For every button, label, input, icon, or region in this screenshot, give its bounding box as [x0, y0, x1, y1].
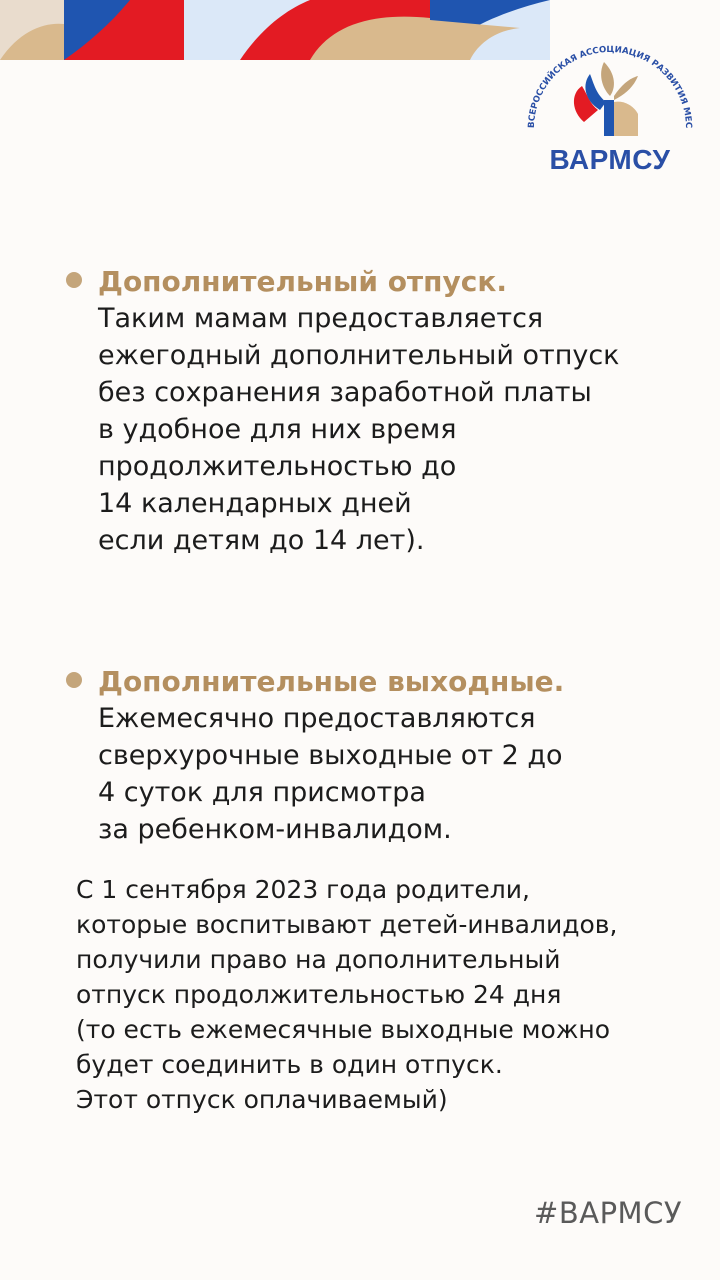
section-heading: Дополнительный отпуск. [98, 265, 507, 298]
bullet-dot [66, 272, 82, 288]
section-body: Таким мамам предоставляется ежегодный дополнительный отпуск без сохранения заработной платы в удобное для них время продолжительностью до 14 календарных дней если детям до 14 лет). [98, 303, 620, 556]
section-additional-leave [66, 264, 686, 559]
varmsu-logo [512, 40, 708, 180]
logo-arc-text: ВСЕРОССИЙСКАЯ АССОЦИАЦИЯ РАЗВИТИЯ МЕС [526, 44, 694, 129]
section-heading: Дополнительные выходные. [98, 665, 565, 698]
logo-emblem [512, 40, 708, 144]
section-additional-days-off [66, 664, 686, 848]
section-body: Ежемесячно предоставляются сверхурочные выходные от 2 до 4 суток для присмотра за ребенком-инвалидом. [98, 703, 563, 845]
note-paragraph: С 1 сентября 2023 года родители, которые воспитывают детей-инвалидов, получили право на дополнительный отпуск продолжительностью 24 дня (то есть ежемесячные выходные можно будет соединить в один отпуск. Этот отпуск оплачиваемый) [76, 875, 618, 1114]
bullet-dot [66, 672, 82, 688]
svg-text:ВСЕРОССИЙСКАЯ АССОЦИАЦИЯ РАЗВИ [512, 40, 693, 128]
hashtag: #ВАРМСУ [534, 1196, 682, 1230]
logo-name: ВАРМСУ [549, 144, 671, 175]
